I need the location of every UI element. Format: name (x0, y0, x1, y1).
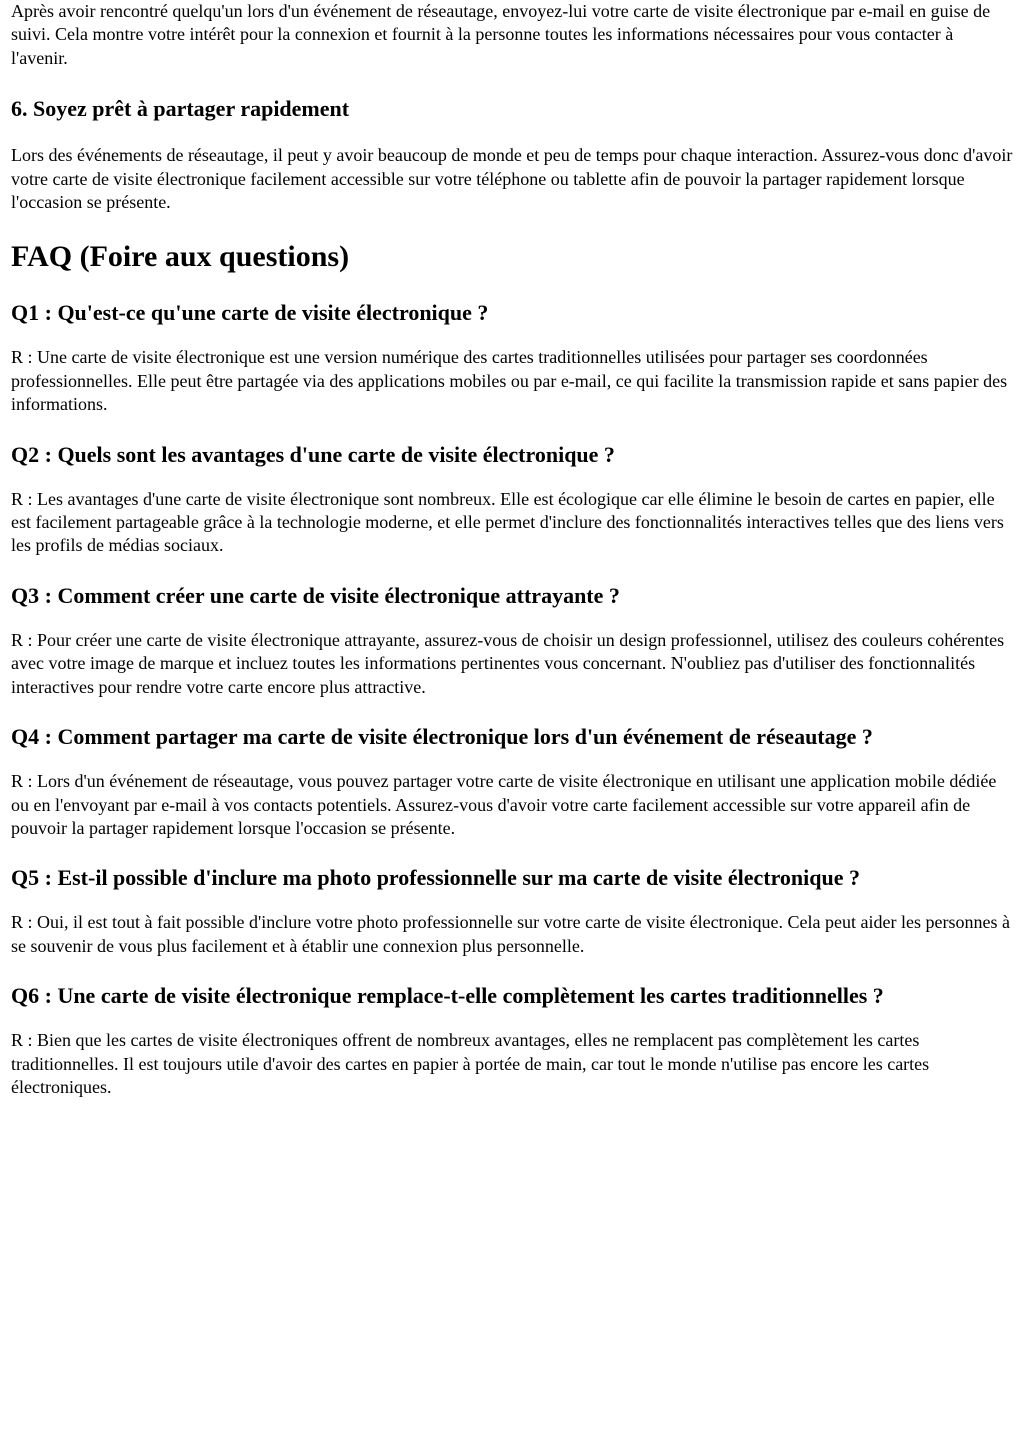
faq-answer: R : Pour créer une carte de visite électronique attrayante, assurez-vous de choisir un design professionnel, utilisez des couleurs cohérentes avec votre image de marque et incluez toutes les informations pertinentes vous concernant. N'oubliez pas d'utiliser des fonctionnalités interactives pour rendre votre carte encore plus attractive. (11, 629, 1005, 697)
faq-question: Q1 : Qu'est-ce qu'une carte de visite électronique ? (11, 300, 489, 326)
faq-heading: FAQ (Foire aux questions) (11, 240, 350, 274)
faq-item-q5 (11, 865, 1014, 958)
faq-question: Q3 : Comment créer une carte de visite électronique attrayante ? (11, 582, 620, 608)
faq-question: Q5 : Est-il possible d'inclure ma photo professionnelle sur ma carte de visite électronique ? (11, 865, 861, 891)
faq-item-q4 (11, 724, 1014, 840)
faq-answer: R : Oui, il est tout à fait possible d'inclure votre photo professionnelle sur votre carte de visite électronique. Cela peut aider les personnes à se souvenir de vous plus facilement et à établir une connexion plus personnelle. (11, 912, 1010, 956)
faq-answer: R : Les avantages d'une carte de visite électronique sont nombreux. Elle est écologique car elle élimine le besoin de cartes en papier, elle est facilement partageable grâce à la technologie moderne, et elle permet d'inclure des fonctionnalités interactives telles que des liens vers les profils de médias sociaux. (11, 488, 1004, 556)
faq-answer: R : Lors d'un événement de réseautage, vous pouvez partager votre carte de visite électronique en utilisant une application mobile dédiée ou en l'envoyant par e-mail à vos contacts potentiels. Assurez-vous d'avoir votre carte facilement accessible sur votre appareil afin de pouvoir la partager rapidement lorsque l'occasion se présente. (11, 771, 997, 838)
intro-paragraph: Après avoir rencontré quelqu'un lors d'un événement de réseautage, envoyez-lui votre carte de visite électronique par e-mail en guise de suivi. Cela montre votre intérêt pour la connexion et fournit à la personne toutes les informations nécessaires pour vous contacter à l'avenir. (11, 1, 991, 68)
faq-question: Q6 : Une carte de visite électronique remplace-t-elle complètement les cartes traditionnelles ? (11, 983, 884, 1009)
faq-item-q6 (11, 983, 1014, 1099)
faq-answer: R : Bien que les cartes de visite électroniques offrent de nombreux avantages, elles ne remplacent pas complètement les cartes traditionnelles. Il est toujours utile d'avoir des cartes en papier à portée de main, car tout le monde n'utilise pas encore les cartes électroniques. (11, 1030, 930, 1097)
section-6-heading: 6. Soyez prêt à partager rapidement (11, 96, 350, 122)
faq-question: Q2 : Quels sont les avantages d'une carte de visite électronique ? (11, 441, 615, 467)
faq-item-q3 (11, 583, 1014, 699)
faq-question: Q4 : Comment partager ma carte de visite électronique lors d'un événement de réseautage ? (11, 724, 873, 750)
faq-answer: R : Une carte de visite électronique est une version numérique des cartes traditionnelles utilisées pour partager ses coordonnées professionnelles. Elle peut être partagée via des applications mobiles ou par e-mail, ce qui facilite la transmission rapide et sans papier des informations. (11, 347, 1008, 415)
section-6-paragraph: Lors des événements de réseautage, il peut y avoir beaucoup de monde et peu de temps pour chaque interaction. Assurez-vous donc d'avoir votre carte de visite électronique facilement accessible sur votre téléphone ou tablette afin de pouvoir la partager rapidement lorsque l'occasion se présente. (11, 145, 1013, 213)
faq-item-q2 (11, 442, 1014, 558)
faq-item-q1 (11, 300, 1014, 416)
